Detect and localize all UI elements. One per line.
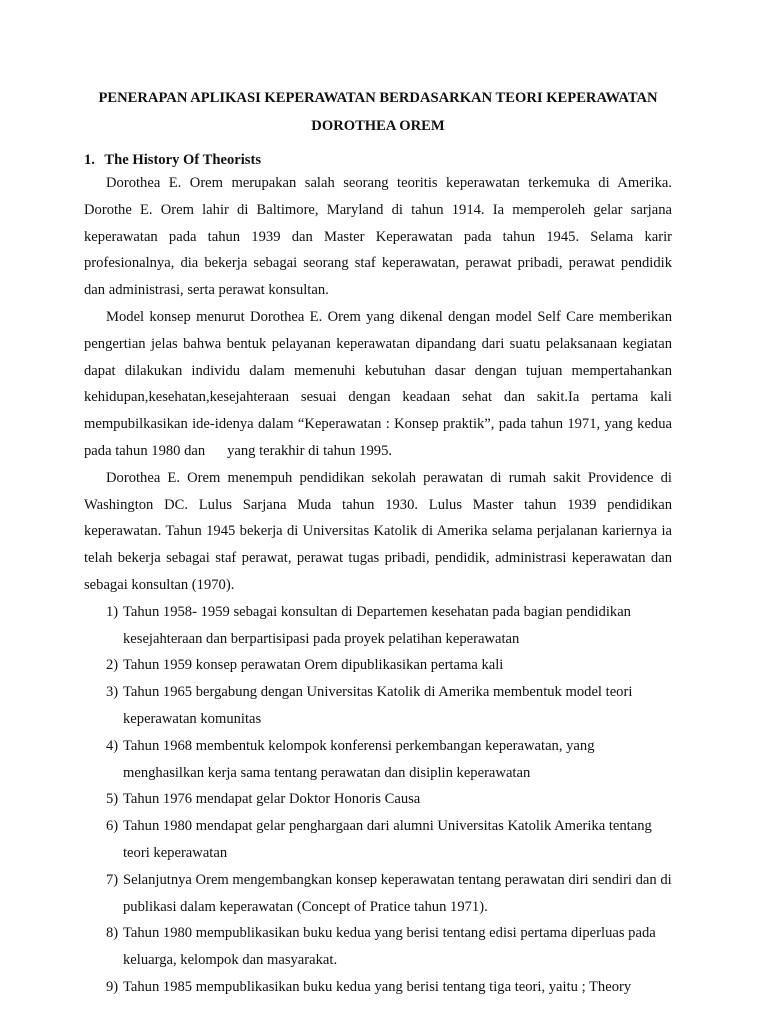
paragraph: Dorothea E. Orem menempuh pendidikan sekolah perawatan di rumah sakit Providence di Washington DC. Lulus Sarjana Muda tahun 1930. Lulus Master tahun 1939 pendidikan keperawatan. Tahun 1945 bekerja di Universitas Katolik di Amerika selama perjalanan kariernya ia telah bekerja sebagai staf perawat, perawat tugas pribadi, pendidik, administrasi keperawatan dan sebagai konsultan (1970). bbox=[84, 469, 672, 593]
list-item-text: Selanjutnya Orem mengembangkan konsep keperawatan tentang perawatan diri sendiri dan di publikasi dalam keperawatan (Concept of Pratice tahun 1971). bbox=[123, 871, 672, 915]
list-item-number: 6) bbox=[106, 818, 119, 835]
list-item-number: 5) bbox=[106, 791, 119, 808]
list-item bbox=[84, 599, 672, 653]
document-page bbox=[84, 84, 672, 1001]
list-item-number: 8) bbox=[106, 925, 119, 942]
list-item-number: 9) bbox=[106, 978, 119, 995]
list-item bbox=[84, 867, 672, 921]
list-item bbox=[84, 920, 672, 974]
title-line-1: PENERAPAN APLIKASI KEPERAWATAN BERDASARKAN TEORI KEPERAWATAN bbox=[98, 90, 658, 106]
list-item-text: Tahun 1965 bergabung dengan Universitas Katolik di Amerika membentuk model teori keperawatan komunitas bbox=[123, 684, 633, 727]
list-item-text: Tahun 1980 mempublikasikan buku kedua yang berisi tentang edisi pertama diperluas pada keluarga, kelompok dan masyarakat. bbox=[123, 925, 656, 969]
list-item bbox=[84, 652, 672, 679]
section-number: 1. bbox=[84, 152, 95, 168]
list-item bbox=[84, 733, 672, 787]
list-item-text: Tahun 1976 mendapat gelar Doktor Honoris Causa bbox=[123, 791, 421, 808]
list-item-number: 3) bbox=[106, 684, 119, 701]
document-title bbox=[84, 84, 672, 140]
list-item-number: 2) bbox=[106, 657, 119, 674]
paragraph: Model konsep menurut Dorothea E. Orem yang dikenal dengan model Self Care memberikan pengertian jelas bahwa bentuk pelayanan keperawatan dipandang dari suatu pelaksanaan kegiatan dapat dilakukan individu dalam memenuhi kebutuhan dasar dengan tujuan mempertahankan kehidupan,kesehatan,kesejahteraan sesuai dengan keadaan sehat dan sakit.Ia pertama kali mempubilkasikan ide-idenya dalam “Keperawatan : Konsep praktik”, pada tahun 1971, yang kedua pada tahun 1980 dan yang terakhir di tahun 1995. bbox=[84, 308, 672, 459]
paragraph: Dorothea E. Orem merupakan salah seorang teoritis keperawatan terkemuka di Amerika. Dorothe E. Orem lahir di Baltimore, Maryland di tahun 1914. Ia memperoleh gelar sarjana keperawatan pada tahun 1939 dan Master Keperawatan pada tahun 1945. Selama karir profesionalnya, dia bekerja sebagai seorang staf keperawatan, perawat pribadi, perawat pendidik dan administrasi, serta perawat konsultan. bbox=[84, 175, 672, 299]
list-item bbox=[84, 974, 672, 1001]
list-item-text: Tahun 1980 mendapat gelar penghargaan dari alumni Universitas Katolik Amerika tentang teori keperawatan bbox=[123, 818, 652, 861]
section-heading bbox=[84, 150, 672, 170]
list-item-number: 4) bbox=[106, 737, 119, 754]
history-list bbox=[84, 599, 672, 1001]
list-item bbox=[84, 786, 672, 813]
list-item bbox=[84, 813, 672, 867]
section-heading-text: The History Of Theorists bbox=[104, 152, 262, 168]
list-item-number: 1) bbox=[106, 603, 119, 620]
list-item-number: 7) bbox=[106, 871, 119, 888]
list-item-text: Tahun 1968 membentuk kelompok konferensi perkembangan keperawatan, yang menghasilkan kerja sama tentang perawatan dan disiplin keperawatan bbox=[123, 737, 595, 781]
list-item-text: Tahun 1959 konsep perawatan Orem dipublikasikan pertama kali bbox=[123, 657, 504, 674]
list-item bbox=[84, 679, 672, 733]
title-line-2: DOROTHEA OREM bbox=[311, 118, 445, 134]
list-item-text: Tahun 1985 mempublikasikan buku kedua yang berisi tentang tiga teori, yaitu ; Theory bbox=[123, 978, 632, 995]
list-item-text: Tahun 1958- 1959 sebagai konsultan di Departemen kesehatan pada bagian pendidikan kesejahteraan dan berpartisipasi pada proyek pelatihan keperawatan bbox=[123, 603, 631, 647]
